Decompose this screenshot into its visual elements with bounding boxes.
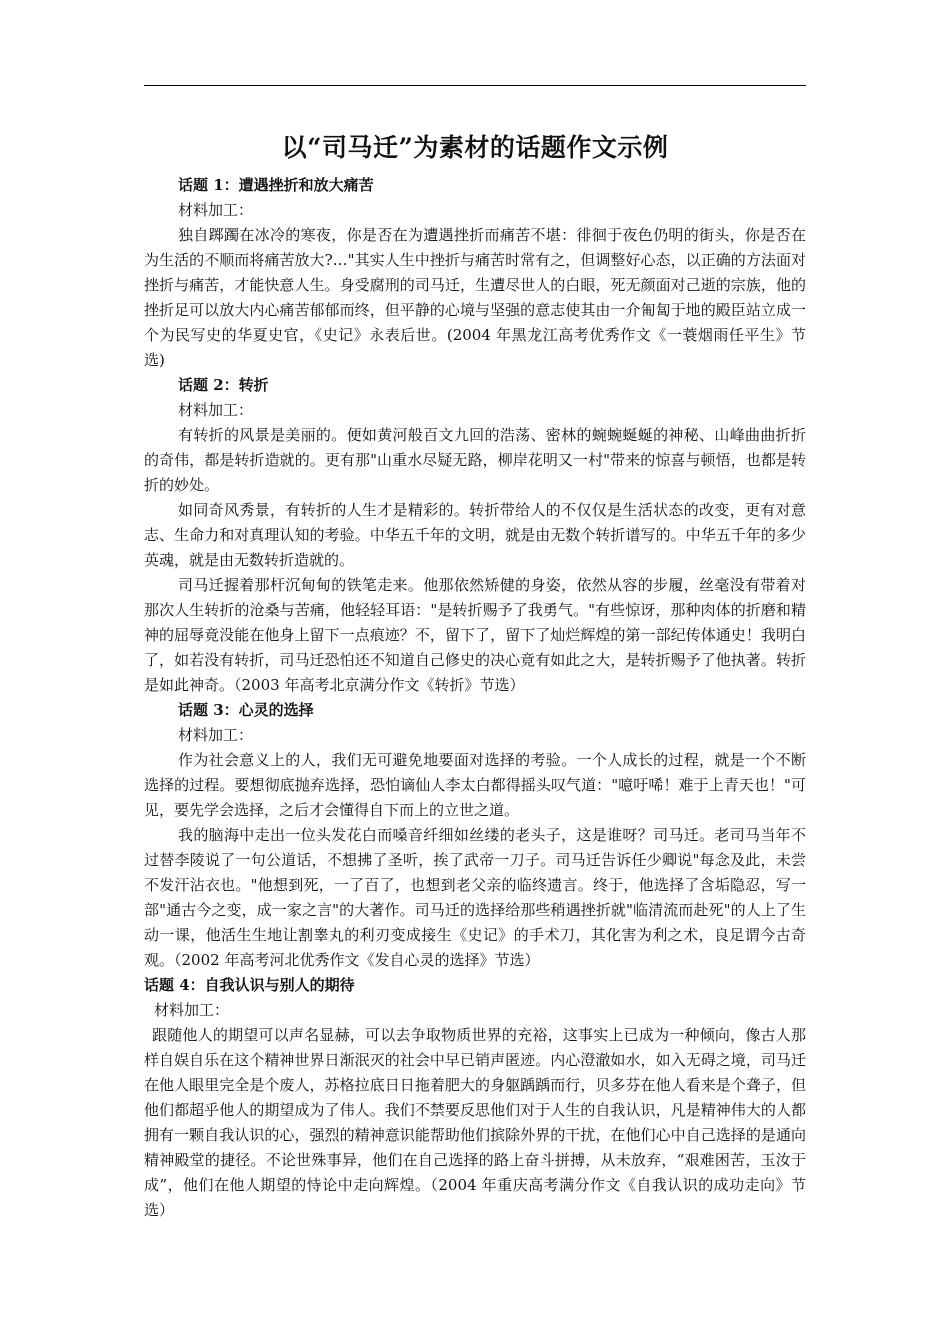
section-1-label: 材料加工： [178,201,254,219]
section-1-heading: 话题 1：遭遇挫折和放大痛苦 [178,176,374,194]
document-body [144,173,806,1223]
section-3-paragraph-2: 我的脑海中走出一位头发花白而嗓音纤细如丝缕的老头子，这是谁呀？司马迁。老司马当年不过替李陵说了一句公道话，不想拂了圣听，挨了武帝一刀子。司马迁告诉任少卿说"每念及此，未尝不发汗沾衣也。"他想到死，一了百了，也想到老父亲的临终遗言。终于，他选择了含垢隐忍，写一部"通古今之变，成一家之言"的大著作。司马迁的选择给那些稍遇挫折就"临清流而赴死"的人上了生动一课，他活生生地让割睾丸的利刃变成接生《史记》的手术刀，其化害为利之术，良足谓今古奇观。（2002 年高考河北优秀作文《发自心灵的选择》节选） [144,826,806,969]
section-4-heading: 话题 4：自我认识与别人的期待 [144,976,355,994]
document-title: 以“司马迁”为素材的话题作文示例 [281,133,669,162]
section-4-paragraph-1: 跟随他人的期望可以声名显赫，可以去争取物质世界的充裕，这事实上已成为一种倾向，像古人那样自娱自乐在这个精神世界日渐泯灭的社会中早已销声匿迹。内心澄澈如水，如入无碍之境，司马迁在他人眼里完全是个废人，苏格拉底日日拖着肥大的身躯踽踽而行，贝多芬在他人看来是个聋子，但他们都超乎他人的期望成为了伟人。我们不禁要反思他们对于人生的自我认识，凡是精神伟大的人都拥有一颗自我认识的心，强烈的精神意识能帮助他们摈除外界的干扰，在他们心中自己选择的是通向精神殿堂的捷径。不论世殊事异，他们在自己选择的路上奋斗拼搏，从未放弃，“艰难困苦，玉汝于成”，他们在他人期望的恃论中走向辉煌。（2004 年重庆高考满分作文《自我认识的成功走向》节选） [144,1026,806,1219]
section-4-label: 材料加工： [154,1001,230,1019]
section-2-paragraph-3: 司马迁握着那杆沉甸甸的铁笔走来。他那依然矫健的身姿，依然从容的步履，丝毫没有带着对那次人生转折的沧桑与苦痛，他轻轻耳语："是转折赐予了我勇气。"有些惊讶，那种肉体的折磨和精神的屈辱竟没能在他身上留下一点痕迹？不，留下了，留下了灿烂辉煌的第一部纪传体通史！我明白了，如若没有转折，司马迁恐怕还不知道自己修史的决心竟有如此之大，是转折赐予了他执著。转折是如此神奇。（2003 年高考北京满分作文《转折》节选） [144,576,806,694]
section-3-label: 材料加工： [178,726,254,744]
section-2-paragraph-1: 有转折的风景是美丽的。便如黄河般百文九回的浩荡、密林的蜿蜿蜒蜒的神秘、山峰曲曲折折的奇伟，都是转折造就的。更有那"山重水尽疑无路，柳岸花明又一村"带来的惊喜与顿悟，也都是转折的妙处。 [144,426,806,494]
section-2-paragraph-2: 如同奇风秀景，有转折的人生才是精彩的。转折带给人的不仅仅是生活状态的改变，更有对意志、生命力和对真理认知的考验。中华五千年的文明，就是由无数个转折谱写的。中华五千年的多少英魂，就是由无数转折造就的。 [144,501,806,569]
section-3-paragraph-1: 作为社会意义上的人，我们无可避免地要面对选择的考验。一个人成长的过程，就是一个不断选择的过程。要想彻底抛弃选择，恐怕谪仙人李太白都得摇头叹气道："噫吁唏！难于上青天也！"可见，要先学会选择，之后才会懂得自下而上的立世之道。 [144,751,806,819]
header-rule [144,85,806,86]
section-2-label: 材料加工： [178,401,254,419]
section-3-heading: 话题 3：心灵的选择 [178,701,314,719]
section-1-paragraph-1: 独自踯躅在冰冷的寒夜，你是否在为遭遇挫折而痛苦不堪：徘徊于夜色仍明的街头，你是否在为生活的不顺而将痛苦放大?…"其实人生中挫折与痛苦时常有之，但调整好心态，以正确的方法面对挫折与痛苦，才能快意人生。身受腐刑的司马迁，生遭尽世人的白眼，死无颜面对己逝的宗族，他的挫折足可以放大内心痛苦郁郁而终，但平静的心境与坚强的意志使其由一介匍匐于地的殿臣站立成一个为民写史的华夏史官，《史记》永表后世。(2004 年黑龙江高考优秀作文《一蓑烟雨任平生》节选) [144,226,806,369]
section-2-heading: 话题 2：转折 [178,376,269,394]
